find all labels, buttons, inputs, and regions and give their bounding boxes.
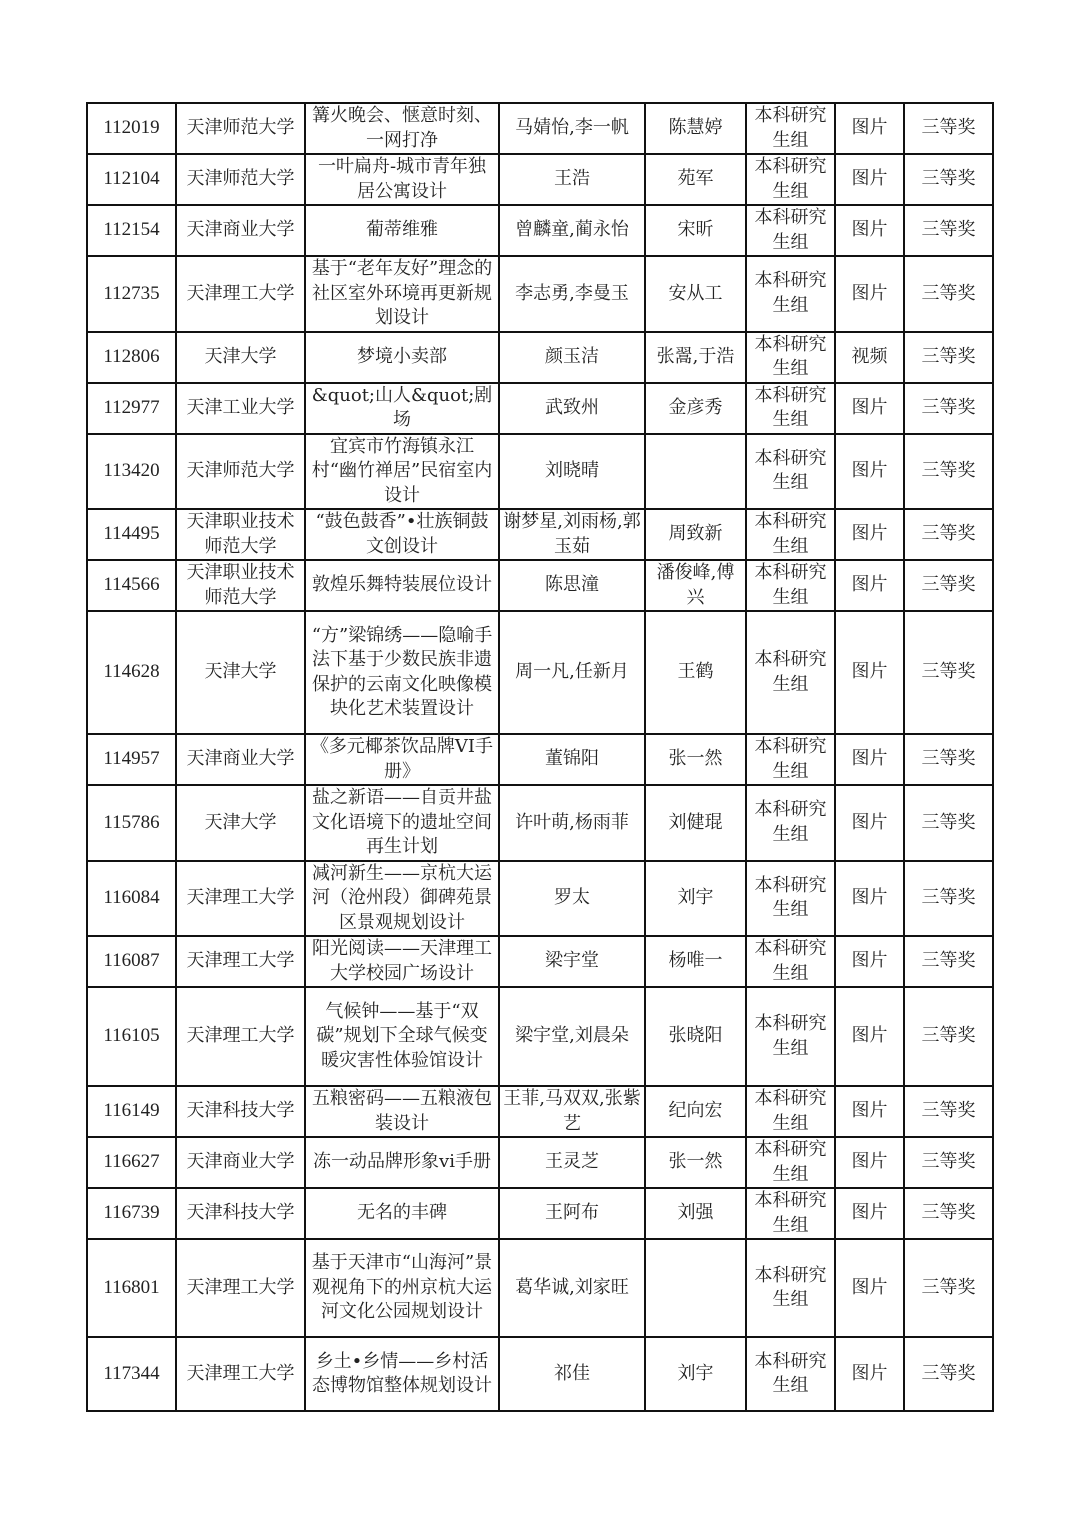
authors-cell: 颜玉洁 — [499, 332, 645, 383]
award-cell: 三等奖 — [904, 987, 993, 1086]
group-cell: 本科研究生组 — [746, 611, 835, 734]
title-cell: 乡土•乡情——乡村活态博物馆整体规划设计 — [305, 1337, 499, 1411]
advisor-cell — [645, 1239, 746, 1337]
award-cell: 三等奖 — [904, 861, 993, 937]
work-id-cell: 116084 — [87, 861, 176, 937]
award-cell: 三等奖 — [904, 785, 993, 861]
type-cell: 视频 — [835, 332, 904, 383]
advisor-cell: 张一然 — [645, 734, 746, 785]
table-row — [87, 1137, 993, 1188]
authors-cell: 李志勇,李曼玉 — [499, 256, 645, 332]
award-cell: 三等奖 — [904, 1086, 993, 1137]
title-cell: &quot;山人&quot;剧场 — [305, 383, 499, 434]
advisor-cell: 宋昕 — [645, 205, 746, 256]
group-cell: 本科研究生组 — [746, 1086, 835, 1137]
award-cell: 三等奖 — [904, 1337, 993, 1411]
school-cell: 天津科技大学 — [176, 1086, 305, 1137]
award-cell: 三等奖 — [904, 434, 993, 510]
work-id-cell: 116105 — [87, 987, 176, 1086]
authors-cell: 马婧怡,李一帆 — [499, 103, 645, 154]
authors-cell: 武致州 — [499, 383, 645, 434]
advisor-cell: 刘宇 — [645, 1337, 746, 1411]
authors-cell: 陈思潼 — [499, 560, 645, 611]
type-cell: 图片 — [835, 1239, 904, 1337]
group-cell: 本科研究生组 — [746, 987, 835, 1086]
group-cell: 本科研究生组 — [746, 1137, 835, 1188]
type-cell: 图片 — [835, 383, 904, 434]
table-row — [87, 1086, 993, 1137]
school-cell: 天津理工大学 — [176, 861, 305, 937]
group-cell: 本科研究生组 — [746, 785, 835, 861]
table-row — [87, 383, 993, 434]
school-cell: 天津工业大学 — [176, 383, 305, 434]
table-row — [87, 1239, 993, 1337]
table-row — [87, 103, 993, 154]
title-cell: 梦境小卖部 — [305, 332, 499, 383]
award-cell: 三等奖 — [904, 256, 993, 332]
award-cell: 三等奖 — [904, 383, 993, 434]
school-cell: 天津理工大学 — [176, 1337, 305, 1411]
authors-cell: 周一凡,任新月 — [499, 611, 645, 734]
type-cell: 图片 — [835, 434, 904, 510]
advisor-cell: 金彦秀 — [645, 383, 746, 434]
work-id-cell: 112735 — [87, 256, 176, 332]
type-cell: 图片 — [835, 154, 904, 205]
title-cell: 一叶扁舟-城市青年独居公寓设计 — [305, 154, 499, 205]
type-cell: 图片 — [835, 1137, 904, 1188]
award-cell: 三等奖 — [904, 1188, 993, 1239]
table-row — [87, 611, 993, 734]
title-cell: 冻一动品牌形象vi手册 — [305, 1137, 499, 1188]
type-cell: 图片 — [835, 1337, 904, 1411]
work-id-cell: 115786 — [87, 785, 176, 861]
school-cell: 天津理工大学 — [176, 987, 305, 1086]
work-id-cell: 112154 — [87, 205, 176, 256]
award-cell: 三等奖 — [904, 332, 993, 383]
type-cell: 图片 — [835, 1188, 904, 1239]
title-cell: 阳光阅读——天津理工大学校园广场设计 — [305, 936, 499, 987]
title-cell: 五粮密码——五粮液包装设计 — [305, 1086, 499, 1137]
work-id-cell: 116087 — [87, 936, 176, 987]
title-cell: 无名的丰碑 — [305, 1188, 499, 1239]
advisor-cell: 张一然 — [645, 1137, 746, 1188]
school-cell: 天津科技大学 — [176, 1188, 305, 1239]
table-body — [87, 103, 993, 1411]
table-row — [87, 332, 993, 383]
award-cell: 三等奖 — [904, 734, 993, 785]
title-cell: 《多元椰茶饮品牌VI手册》 — [305, 734, 499, 785]
advisor-cell: 潘俊峰,傅兴 — [645, 560, 746, 611]
school-cell: 天津理工大学 — [176, 256, 305, 332]
award-cell: 三等奖 — [904, 936, 993, 987]
advisor-cell: 安从工 — [645, 256, 746, 332]
school-cell: 天津师范大学 — [176, 154, 305, 205]
table-row — [87, 1337, 993, 1411]
title-cell: 减河新生——京杭大运河（沧州段）御碑苑景区景观规划设计 — [305, 861, 499, 937]
table-row — [87, 734, 993, 785]
title-cell: 宜宾市竹海镇永江村“幽竹禅居”民宿室内设计 — [305, 434, 499, 510]
title-cell: 敦煌乐舞特装展位设计 — [305, 560, 499, 611]
table-row — [87, 434, 993, 510]
group-cell: 本科研究生组 — [746, 1337, 835, 1411]
group-cell: 本科研究生组 — [746, 332, 835, 383]
school-cell: 天津师范大学 — [176, 103, 305, 154]
advisor-cell: 王鹤 — [645, 611, 746, 734]
type-cell: 图片 — [835, 509, 904, 560]
authors-cell: 葛华诚,刘家旺 — [499, 1239, 645, 1337]
work-id-cell: 116739 — [87, 1188, 176, 1239]
award-cell: 三等奖 — [904, 611, 993, 734]
award-cell: 三等奖 — [904, 154, 993, 205]
type-cell: 图片 — [835, 987, 904, 1086]
table-row — [87, 861, 993, 937]
group-cell: 本科研究生组 — [746, 383, 835, 434]
advisor-cell: 陈慧婷 — [645, 103, 746, 154]
title-cell: 基于“老年友好”理念的社区室外环境再更新规划设计 — [305, 256, 499, 332]
table-row — [87, 785, 993, 861]
title-cell: “鼓色鼓香”•壮族铜鼓文创设计 — [305, 509, 499, 560]
school-cell: 天津职业技术师范大学 — [176, 560, 305, 611]
type-cell: 图片 — [835, 734, 904, 785]
work-id-cell: 117344 — [87, 1337, 176, 1411]
award-cell: 三等奖 — [904, 509, 993, 560]
title-cell: “方”梁锦绣——隐喻手法下基于少数民族非遗保护的云南文化映像模块化艺术装置设计 — [305, 611, 499, 734]
authors-cell: 许叶萌,杨雨菲 — [499, 785, 645, 861]
type-cell: 图片 — [835, 205, 904, 256]
group-cell: 本科研究生组 — [746, 861, 835, 937]
group-cell: 本科研究生组 — [746, 256, 835, 332]
type-cell: 图片 — [835, 936, 904, 987]
group-cell: 本科研究生组 — [746, 103, 835, 154]
advisor-cell: 周致新 — [645, 509, 746, 560]
award-cell: 三等奖 — [904, 205, 993, 256]
table-row — [87, 560, 993, 611]
group-cell: 本科研究生组 — [746, 1188, 835, 1239]
authors-cell: 祁佳 — [499, 1337, 645, 1411]
school-cell: 天津商业大学 — [176, 734, 305, 785]
group-cell: 本科研究生组 — [746, 434, 835, 510]
group-cell: 本科研究生组 — [746, 560, 835, 611]
title-cell: 气候钟——基于“双碳”规划下全球气候变暖灾害性体验馆设计 — [305, 987, 499, 1086]
type-cell: 图片 — [835, 611, 904, 734]
work-id-cell: 112019 — [87, 103, 176, 154]
type-cell: 图片 — [835, 103, 904, 154]
group-cell: 本科研究生组 — [746, 936, 835, 987]
authors-cell: 董锦阳 — [499, 734, 645, 785]
title-cell: 基于天津市“山海河”景观视角下的州京杭大运河文化公园规划设计 — [305, 1239, 499, 1337]
type-cell: 图片 — [835, 1086, 904, 1137]
title-cell: 篝火晚会、惬意时刻、一网打净 — [305, 103, 499, 154]
table-row — [87, 256, 993, 332]
authors-cell: 曾麟童,蔺永怡 — [499, 205, 645, 256]
awards-table — [86, 102, 994, 1412]
authors-cell: 王菲,马双双,张紫艺 — [499, 1086, 645, 1137]
advisor-cell — [645, 434, 746, 510]
authors-cell: 罗太 — [499, 861, 645, 937]
group-cell: 本科研究生组 — [746, 154, 835, 205]
table-row — [87, 936, 993, 987]
school-cell: 天津大学 — [176, 332, 305, 383]
authors-cell: 梁宇堂 — [499, 936, 645, 987]
advisor-cell: 杨唯一 — [645, 936, 746, 987]
school-cell: 天津大学 — [176, 785, 305, 861]
school-cell: 天津师范大学 — [176, 434, 305, 510]
type-cell: 图片 — [835, 256, 904, 332]
school-cell: 天津职业技术师范大学 — [176, 509, 305, 560]
work-id-cell: 116627 — [87, 1137, 176, 1188]
title-cell: 葡蒂维雅 — [305, 205, 499, 256]
table-row — [87, 205, 993, 256]
authors-cell: 梁宇堂,刘晨朵 — [499, 987, 645, 1086]
school-cell: 天津理工大学 — [176, 936, 305, 987]
award-cell: 三等奖 — [904, 1137, 993, 1188]
award-cell: 三等奖 — [904, 1239, 993, 1337]
type-cell: 图片 — [835, 560, 904, 611]
authors-cell: 王灵芝 — [499, 1137, 645, 1188]
award-cell: 三等奖 — [904, 560, 993, 611]
advisor-cell: 张翯,于浩 — [645, 332, 746, 383]
school-cell: 天津理工大学 — [176, 1239, 305, 1337]
work-id-cell: 114628 — [87, 611, 176, 734]
table-row — [87, 987, 993, 1086]
work-id-cell: 112977 — [87, 383, 176, 434]
type-cell: 图片 — [835, 861, 904, 937]
work-id-cell: 113420 — [87, 434, 176, 510]
advisor-cell: 刘健琨 — [645, 785, 746, 861]
school-cell: 天津商业大学 — [176, 205, 305, 256]
authors-cell: 王浩 — [499, 154, 645, 205]
table-row — [87, 154, 993, 205]
work-id-cell: 112104 — [87, 154, 176, 205]
table-row — [87, 1188, 993, 1239]
advisor-cell: 刘强 — [645, 1188, 746, 1239]
authors-cell: 刘晓晴 — [499, 434, 645, 510]
advisor-cell: 纪向宏 — [645, 1086, 746, 1137]
school-cell: 天津商业大学 — [176, 1137, 305, 1188]
work-id-cell: 112806 — [87, 332, 176, 383]
advisor-cell: 苑军 — [645, 154, 746, 205]
work-id-cell: 116149 — [87, 1086, 176, 1137]
table-row — [87, 509, 993, 560]
school-cell: 天津大学 — [176, 611, 305, 734]
group-cell: 本科研究生组 — [746, 734, 835, 785]
work-id-cell: 116801 — [87, 1239, 176, 1337]
work-id-cell: 114495 — [87, 509, 176, 560]
work-id-cell: 114957 — [87, 734, 176, 785]
group-cell: 本科研究生组 — [746, 509, 835, 560]
group-cell: 本科研究生组 — [746, 205, 835, 256]
title-cell: 盐之新语——自贡井盐文化语境下的遗址空间再生计划 — [305, 785, 499, 861]
group-cell: 本科研究生组 — [746, 1239, 835, 1337]
type-cell: 图片 — [835, 785, 904, 861]
advisor-cell: 张晓阳 — [645, 987, 746, 1086]
award-cell: 三等奖 — [904, 103, 993, 154]
authors-cell: 谢梦星,刘雨杨,郭玉茹 — [499, 509, 645, 560]
work-id-cell: 114566 — [87, 560, 176, 611]
authors-cell: 王阿布 — [499, 1188, 645, 1239]
advisor-cell: 刘宇 — [645, 861, 746, 937]
